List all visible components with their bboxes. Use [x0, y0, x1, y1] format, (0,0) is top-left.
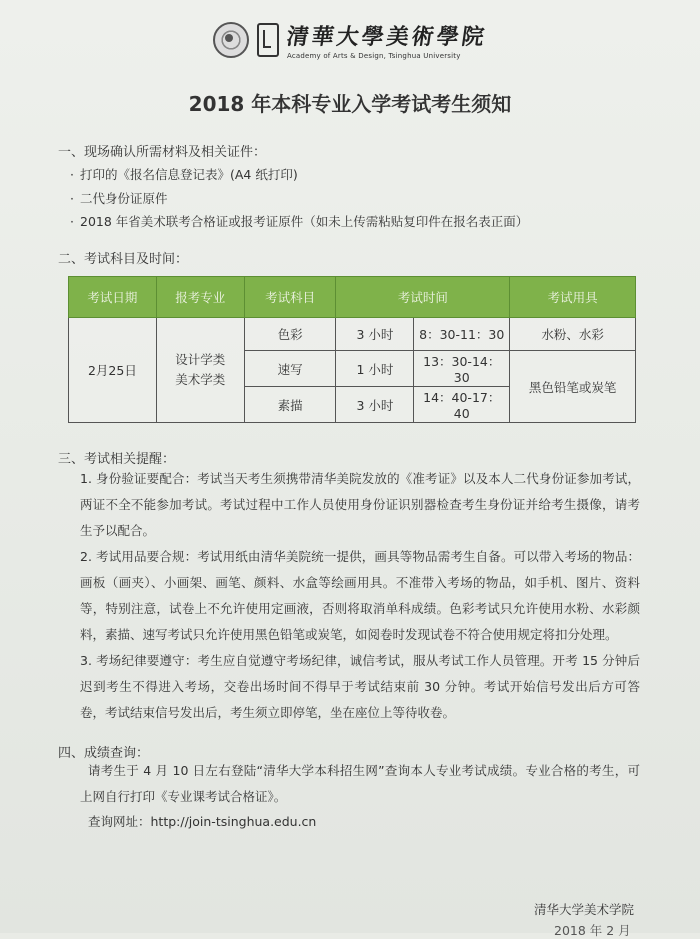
letterhead: [0, 14, 700, 66]
header-date: 考试日期: [69, 277, 157, 318]
section1-item: · 二代身份证原件: [70, 191, 168, 206]
major-design: 设计学类: [175, 352, 226, 367]
section1-item-text: 二代身份证原件: [80, 191, 168, 206]
section1-heading: 一、现场确认所需材料及相关证件：: [58, 145, 267, 160]
section1-item-text: 2018 年省美术联考合格证或报考证原件（如未上传需粘贴复印件在报名表正面）: [80, 214, 529, 229]
results-url: 查询网址：http://join-tsinghua.edu.cn: [88, 814, 317, 829]
cell-time: 8：30-11：30: [414, 318, 510, 351]
section2-heading: 二、考试科目及时间：: [58, 252, 189, 267]
cell-duration: 1 小时: [336, 351, 414, 387]
logo-subtitle: Academy of Arts & Design, Tsinghua University: [286, 52, 461, 60]
page-title: 2018 年本科专业入学考试考生须知: [188, 92, 512, 116]
cell-tools: 黑色铅笔或炭笔: [510, 351, 636, 423]
cell-time: 13：30-14：30: [414, 351, 510, 387]
results-paragraph: 请考生于 4 月 10 日左右登陆“清华大学本科招生网”查询本人专业考试成绩。专业合格的考生，可上网自行打印《专业课考试合格证》。: [80, 763, 640, 804]
section1-item: · 打印的《报名信息登记表》(A4 纸打印): [70, 167, 298, 182]
section1-item-text: 打印的《报名信息登记表》(A4 纸打印): [80, 167, 298, 182]
section1-item: · 2018 年省美术联考合格证或报考证原件（如未上传需粘贴复印件在报名表正面）: [70, 214, 529, 229]
table-header-row: [69, 277, 636, 318]
reminder-paragraph: 1. 身份验证要配合：考试当天考生须携带清华美院发放的《准考证》以及本人二代身份证参加考试，两证不全不能参加考试。考试过程中工作人员使用身份证识别器检查考生身份证并给考生摄像，请考生予以配合。: [80, 471, 640, 538]
academy-mark-icon: [257, 23, 279, 57]
header-major: 报考专业: [156, 277, 244, 318]
header-time: 考试时间: [336, 277, 510, 318]
section3-heading: 三、考试相关提醒：: [58, 452, 176, 467]
cell-majors: [156, 318, 244, 423]
cell-subject: 素描: [244, 387, 336, 423]
brand-block: [284, 20, 489, 60]
header-subject: 考试科目: [244, 277, 336, 318]
reminder-paragraph: 3. 考场纪律要遵守：考生应自觉遵守考场纪律，诚信考试，服从考试工作人员管理。开考 15 分钟后迟到考生不得进入考场，交卷出场时间不得早于考试结束前 30 分钟。考试开始信号发出后方可答卷，考试结束信号发出后，考生须立即停笔，坐在座位上等待收卷。: [80, 653, 640, 720]
cell-duration: 3 小时: [336, 318, 414, 351]
table-row: [69, 318, 636, 351]
cell-date: 2月25日: [69, 318, 157, 423]
cell-tools: 水粉、水彩: [510, 318, 636, 351]
reminder-paragraph: 2. 考试用品要合规：考试用纸由清华美院统一提供，画具等物品需考生自备。可以带入考场的物品：画板（画夹）、小画架、画笔、颜料、水盒等绘画用具。不准带入考场的物品，如手机、图片、资料等，特别注意，试卷上不允许使用定画液，否则将取消单科成绩。色彩考试只允许使用水粉、水彩颜料，素描、速写考试只允许使用黑色铅笔或炭笔，如阅卷时发现试卷不符合使用规定将扣分处理。: [80, 549, 640, 642]
signature: 清华大学美术学院: [534, 902, 635, 917]
cell-time: 14：40-17：40: [414, 387, 510, 423]
university-seal-icon: [213, 22, 249, 58]
cell-duration: 3 小时: [336, 387, 414, 423]
cell-subject: 色彩: [244, 318, 336, 351]
major-fine-arts: 美术学类: [175, 372, 226, 387]
cell-subject: 速写: [244, 351, 336, 387]
header-tools: 考试用具: [510, 277, 636, 318]
section4-heading: 四、成绩查询：: [58, 746, 150, 761]
document-date: 2018 年 2 月: [554, 923, 631, 938]
logo-text: 清華大學美術學院: [284, 24, 489, 50]
exam-schedule-table: [68, 276, 636, 423]
